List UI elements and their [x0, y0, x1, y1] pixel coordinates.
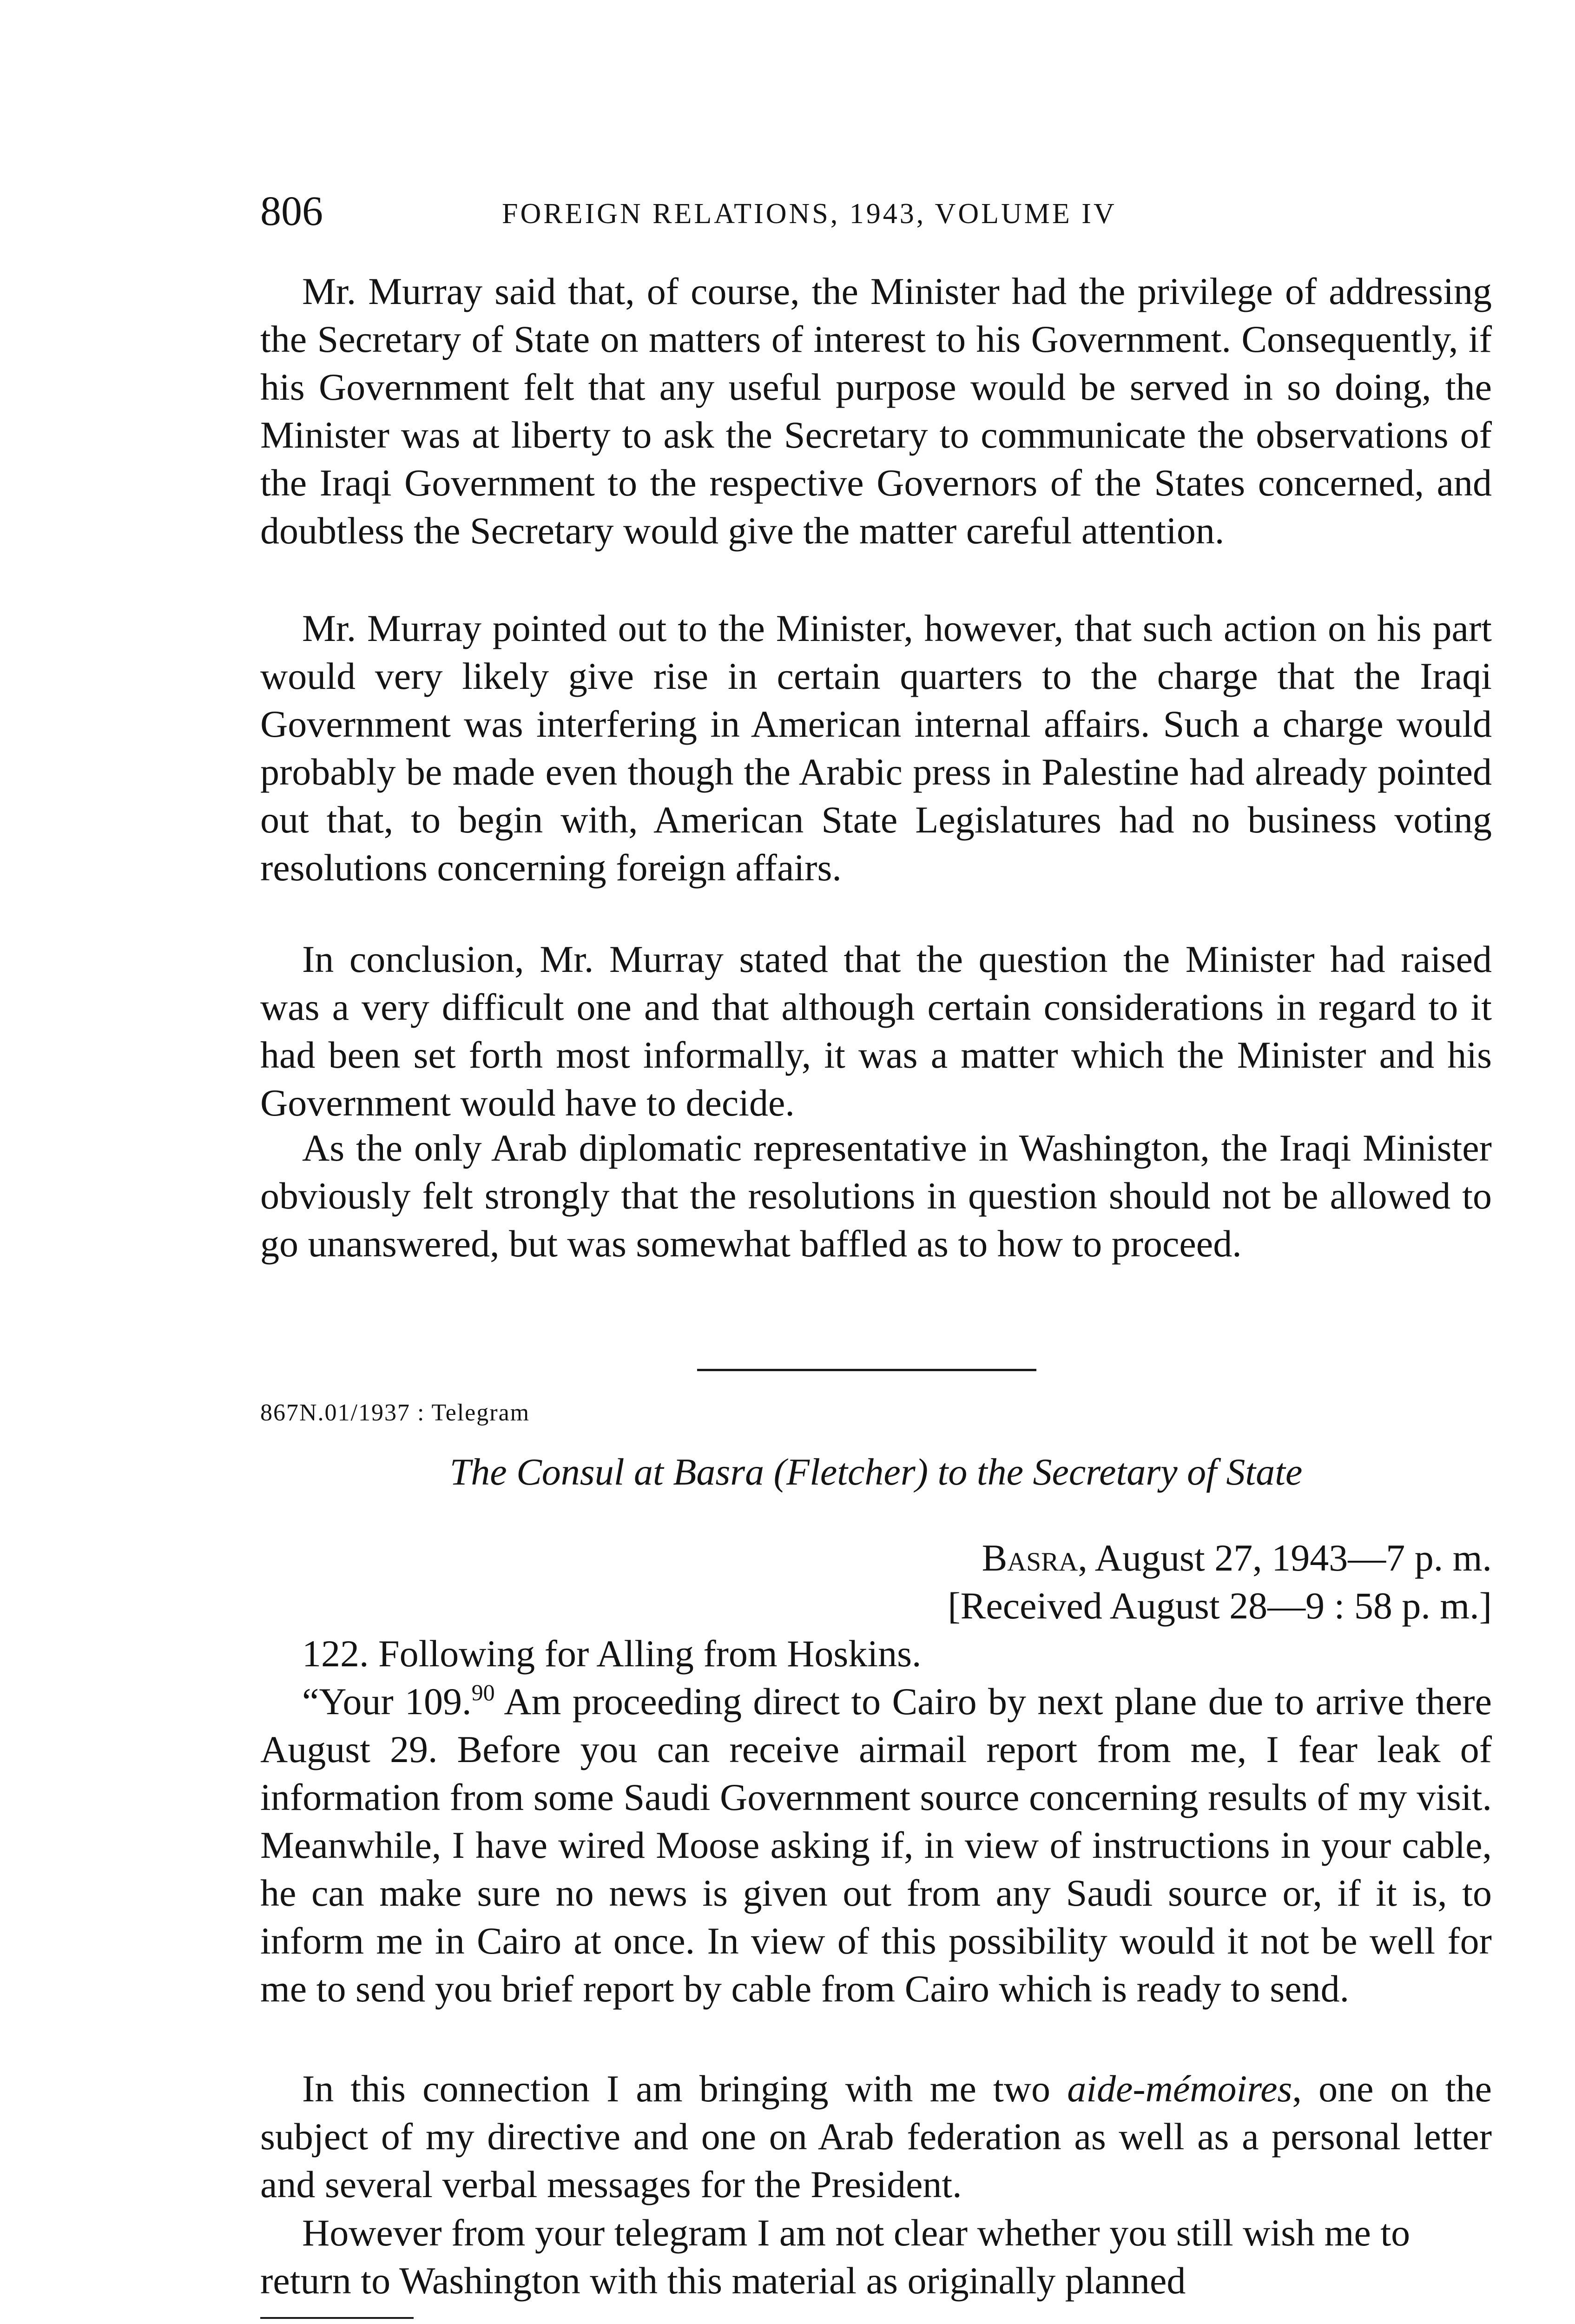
dateline-date: , August 27, 1943—7 p. m. — [1078, 1537, 1492, 1579]
paragraph-murray-privilege: Mr. Murray said that, of course, the Minister had the privilege of addressing the Secretary of State on matters of interest to his Government. Consequently, if his Government felt that any useful purpose would be served in so doing, the Minister was at liberty to ask the Secretary to communicate the observations of the Iraqi Government to the respective Governors of the States concerned, and doubtless the Secretary would give the matter careful attention. — [260, 270, 1492, 552]
footnote-reference: 90 — [471, 1679, 495, 1705]
paragraph-murray-charge: Mr. Murray pointed out to the Minister, however, that such action on his part would very likely give rise in certain quarters to the charge that the Iraqi Government was interfering in American internal affairs. Such a charge would probably be made even though the Arabic press in Palestine had already pointed out that, to begin with, American State Legislatures had no business voting resolutions concerning foreign affairs. — [260, 607, 1492, 889]
telegram-opening-line: 122. Following for Alling from Hoskins. — [302, 1632, 922, 1675]
paragraph-iraqi-minister: As the only Arab diplomatic representative in Washington, the Iraqi Minister obviously felt strongly that the resolutions in question should not be allowed to go unanswered, but was somewhat baffled as to how to proceed. — [260, 1127, 1492, 1265]
dateline-place: Basra — [982, 1537, 1078, 1579]
paragraph-conclusion: In conclusion, Mr. Murray stated that the question the Minister had raised was a very difficult one and that although certain considerations in regard to it had been set forth most informally, it was a matter which the Minister and his Government would have to decide. — [260, 938, 1492, 1124]
telegram-paragraph-2-end: , one on the subject of my directive and one on Arab federation as well as a personal letter and several verbal messages for the President. — [260, 2067, 1492, 2205]
received-line: [Received August 28—9 : 58 p. m.] — [948, 1585, 1492, 1627]
telegram-quote-open: “Your 109. — [302, 1680, 472, 1723]
page-header — [260, 186, 1492, 237]
aide-memoires-term: aide-mémoires — [1067, 2067, 1292, 2110]
telegram-paragraph-3: However from your telegram I am not clear whether you still wish me to return to Washington with this material as originally planned — [260, 2212, 1410, 2302]
telegram-paragraph-1 — [260, 1677, 1492, 2013]
running-head: FOREIGN RELATIONS, 1943, VOLUME IV — [502, 198, 1117, 230]
footnote-rule — [260, 2317, 414, 2319]
document-title: The Consul at Basra (Fletcher) to the Secretary of State — [449, 1451, 1303, 1493]
document-reference: 867N.01/1937 : Telegram — [260, 1400, 530, 1426]
page-number: 806 — [260, 188, 323, 234]
telegram-paragraph-2-start: In this connection I am bringing with me two — [302, 2067, 1068, 2110]
telegram-paragraph-2 — [260, 2065, 1492, 2208]
telegram-paragraph-1-text: Am proceeding direct to Cairo by next plane due to arrive there August 29. Before you can receive airmail report from me, I fear leak of information from some Saudi Government source concerning results of my visit. Meanwhile, I have wired Moose asking if, in view of instructions in your cable, he can make sure no news is given out from any Saudi source or, if it is, to inform me in Cairo at once. In view of this possibility would it not be well for me to send you brief report by cable from Cairo which is ready to send. — [260, 1680, 1492, 2010]
section-divider — [697, 1369, 1036, 1371]
dateline — [982, 1534, 1492, 1582]
